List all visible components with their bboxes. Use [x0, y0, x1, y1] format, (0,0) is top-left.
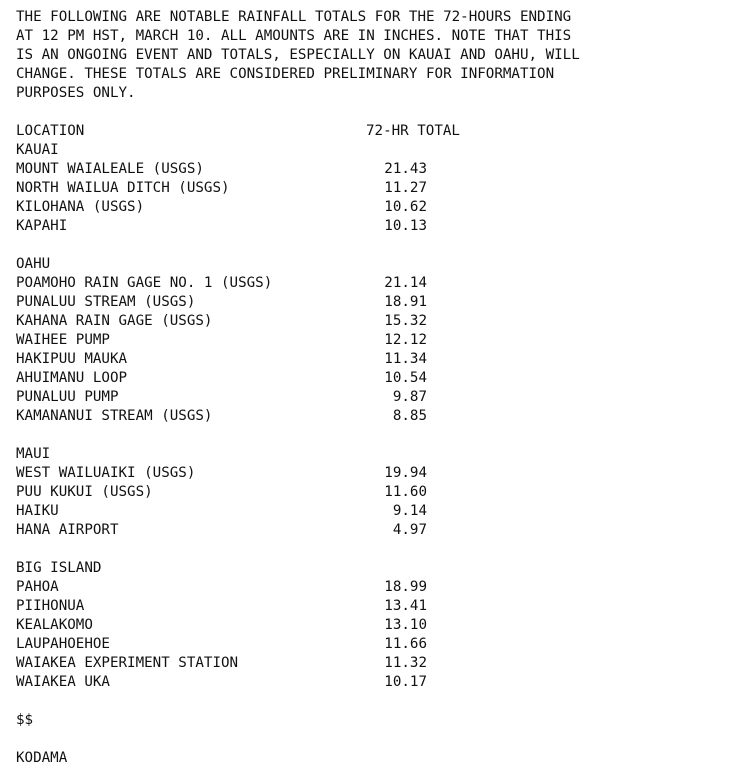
- signature: KODAMA: [16, 750, 68, 766]
- location-name: KILOHANA (USGS): [16, 199, 145, 215]
- end-marker: $$: [16, 712, 34, 728]
- rainfall-total: 13.41: [384, 598, 427, 614]
- location-column-header: LOCATION: [16, 123, 85, 139]
- rainfall-total: 15.32: [384, 313, 427, 329]
- rainfall-total: 11.66: [384, 636, 427, 652]
- location-name: WAIAKEA EXPERIMENT STATION: [16, 655, 239, 671]
- region-heading: BIG ISLAND: [16, 560, 102, 576]
- table-row: [16, 502, 730, 521]
- location-name: PUU KUKUI (USGS): [16, 484, 153, 500]
- rainfall-total: 11.32: [384, 655, 427, 671]
- location-name: AHUIMANU LOOP: [16, 370, 128, 386]
- table-row: [16, 578, 730, 597]
- region-heading: OAHU: [16, 256, 51, 272]
- table-row: [16, 293, 730, 312]
- location-name: KAMANANUI STREAM (USGS): [16, 408, 213, 424]
- table-row: [16, 597, 730, 616]
- location-name: PUNALUU STREAM (USGS): [16, 294, 196, 310]
- intro-paragraph: [16, 8, 730, 103]
- location-name: WEST WAILUAIKI (USGS): [16, 465, 196, 481]
- table-row: [16, 464, 730, 483]
- table-row: [16, 217, 730, 236]
- rainfall-total: 21.43: [384, 161, 427, 177]
- location-name: NORTH WAILUA DITCH (USGS): [16, 180, 230, 196]
- table-row: [16, 673, 730, 692]
- location-name: PIIHONUA: [16, 598, 85, 614]
- table-row: [16, 312, 730, 331]
- location-name: HAKIPUU MAUKA: [16, 351, 128, 367]
- intro-line: IS AN ONGOING EVENT AND TOTALS, ESPECIALLY ON KAUAI AND OAHU, WILL: [16, 47, 580, 63]
- location-name: KEALAKOMO: [16, 617, 93, 633]
- table-row: [16, 483, 730, 502]
- table-row: [16, 179, 730, 198]
- intro-line: CHANGE. THESE TOTALS ARE CONSIDERED PRELIMINARY FOR INFORMATION: [16, 66, 555, 82]
- table-row: [16, 521, 730, 540]
- location-name: HAIKU: [16, 503, 59, 519]
- spacer: [16, 426, 730, 445]
- region-heading: MAUI: [16, 446, 51, 462]
- rainfall-total: 4.97: [392, 522, 427, 538]
- spacer: [16, 540, 730, 559]
- region-heading: KAUAI: [16, 142, 59, 158]
- location-name: POAMOHO RAIN GAGE NO. 1 (USGS): [16, 275, 273, 291]
- total-column-header: 72-HR TOTAL: [366, 123, 460, 139]
- rainfall-total: 10.17: [384, 674, 427, 690]
- rainfall-total: 11.60: [384, 484, 427, 500]
- spacer: [16, 236, 730, 255]
- location-name: PUNALUU PUMP: [16, 389, 119, 405]
- table-row: [16, 160, 730, 179]
- rainfall-total: 10.54: [384, 370, 427, 386]
- rainfall-total: 9.87: [392, 389, 427, 405]
- table-row: [16, 331, 730, 350]
- rainfall-total: 18.99: [384, 579, 427, 595]
- rainfall-total: 11.34: [384, 351, 427, 367]
- intro-line: AT 12 PM HST, MARCH 10. ALL AMOUNTS ARE IN INCHES. NOTE THAT THIS: [16, 28, 572, 44]
- rainfall-total: 21.14: [384, 275, 427, 291]
- table-row: [16, 198, 730, 217]
- table-row: [16, 274, 730, 293]
- location-name: KAHANA RAIN GAGE (USGS): [16, 313, 213, 329]
- intro-line: PURPOSES ONLY.: [16, 85, 136, 101]
- rainfall-total: 10.62: [384, 199, 427, 215]
- rainfall-total: 12.12: [384, 332, 427, 348]
- rainfall-sections: [16, 141, 730, 692]
- table-row: [16, 350, 730, 369]
- location-name: MOUNT WAIALEALE (USGS): [16, 161, 204, 177]
- table-row: [16, 369, 730, 388]
- rainfall-total: 8.85: [392, 408, 427, 424]
- table-header: [16, 122, 730, 141]
- rainfall-total: 18.91: [384, 294, 427, 310]
- rainfall-total: 19.94: [384, 465, 427, 481]
- rainfall-total: 9.14: [392, 503, 427, 519]
- table-row: [16, 616, 730, 635]
- rainfall-total: 13.10: [384, 617, 427, 633]
- table-row: [16, 654, 730, 673]
- spacer: [16, 692, 730, 711]
- location-name: LAUPAHOEHOE: [16, 636, 110, 652]
- rainfall-total: 10.13: [384, 218, 427, 234]
- rainfall-total: 11.27: [384, 180, 427, 196]
- table-row: [16, 635, 730, 654]
- table-row: [16, 388, 730, 407]
- table-row: [16, 407, 730, 426]
- location-name: PAHOA: [16, 579, 59, 595]
- spacer: [16, 103, 730, 122]
- intro-line: THE FOLLOWING ARE NOTABLE RAINFALL TOTALS FOR THE 72-HOURS ENDING: [16, 9, 572, 25]
- location-name: KAPAHI: [16, 218, 68, 234]
- location-name: WAIHEE PUMP: [16, 332, 110, 348]
- location-name: HANA AIRPORT: [16, 522, 119, 538]
- spacer: [16, 730, 730, 749]
- location-name: WAIAKEA UKA: [16, 674, 110, 690]
